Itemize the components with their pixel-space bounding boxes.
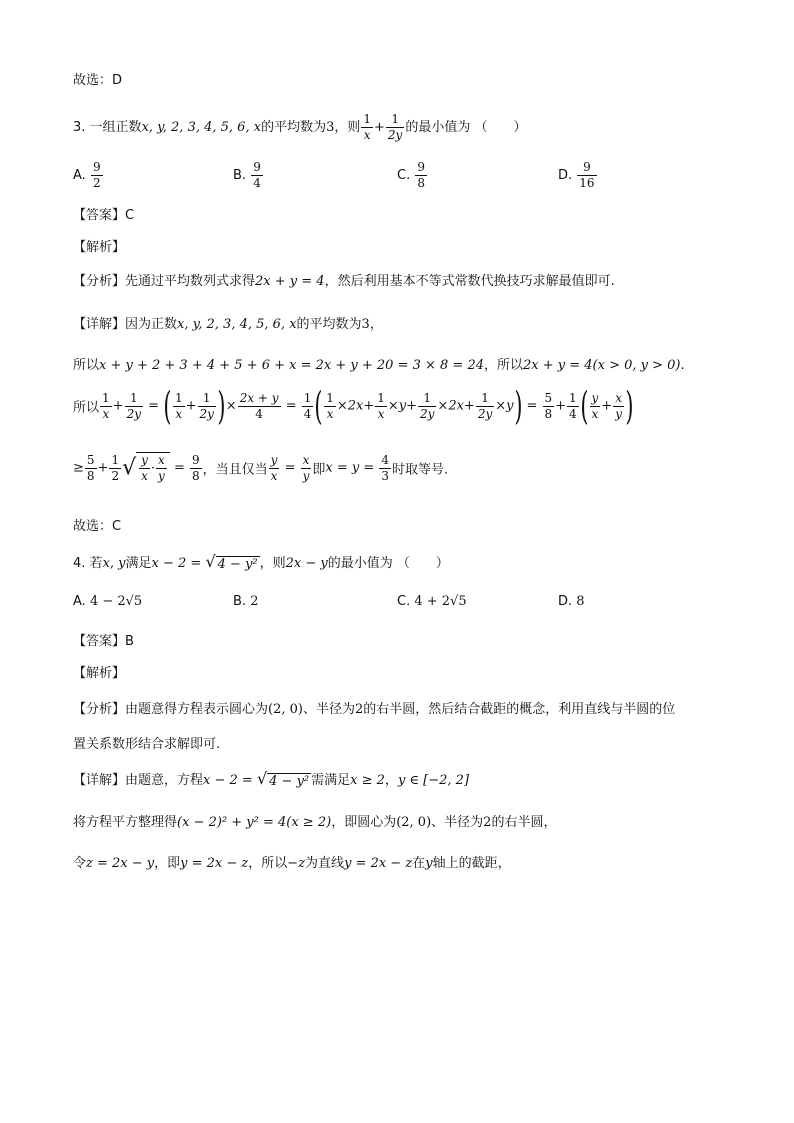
option-label: C. — [397, 168, 411, 183]
q3-xiangjie-line-3: 所以 $\frac{1}{x}$ + $\frac{1}{2y}$ = ( $\frac{1}{x}$ + $\frac{1}{2y}$ )× $\frac{2x + y}{4}$ = $\frac{1}{4}$ ( $\frac{1}{x}$ ×2x+ $\frac{1}{x}$ ×y+ $\frac{1}{2y}$ ×2x+ $\frac{1}{2y}$ ×y) = $\frac{5}{8}$ + $\frac{1}{4}$ ( $\frac{y}{x}$ + $\frac{x}{y}$ ) — [73, 384, 634, 428]
text: 由题意，方程 — [125, 773, 204, 788]
option-label: C. — [397, 594, 411, 609]
option-fraction: $\frac{9}{16}$ — [579, 160, 595, 190]
text: 若 — [89, 556, 103, 571]
text: 令 — [73, 856, 87, 871]
q4-option-d — [558, 594, 585, 609]
previous-answer: 故选：D — [73, 73, 123, 88]
q4-option-c — [397, 594, 467, 609]
math: y ∈ [−2, 2] — [397, 773, 470, 788]
q4-xiangjie-line-3 — [73, 852, 511, 871]
text: . — [680, 358, 685, 373]
math: 3 — [361, 317, 370, 332]
text: 的右半圆， — [491, 815, 557, 830]
text: 为直线 — [305, 856, 345, 871]
math: (2, 0) — [396, 815, 432, 830]
xiangjie-tag: 【详解】 — [73, 317, 126, 332]
math-list: x, y, 2, 3, 4, 5, 6, x — [177, 317, 297, 332]
answer-tag: 【答案】 — [73, 634, 126, 649]
text: ， — [369, 317, 383, 332]
answer-tag: 【答案】 — [73, 208, 126, 223]
text: ，则 — [259, 556, 286, 571]
q4-fenxi-line-1 — [73, 698, 675, 717]
q4-xiangjie-line-2 — [73, 811, 556, 830]
q3-final-answer: 故选：C — [73, 519, 122, 534]
q3-option-d — [558, 160, 598, 191]
text: 满足 — [125, 556, 152, 571]
fenxi-tag: 【分析】 — [73, 274, 126, 289]
circle-equation: (x − 2)² + y² = 4(x ≥ 2) — [177, 815, 332, 830]
q3-stem-a: 一组正数 — [89, 120, 142, 135]
q3-xiangjie-line-4: ≥ $\frac{5}{8}$ + $\frac{1}{2}$ √ $\frac{y}{x}$ · $\frac{x}{y}$ = $\frac{9}{8}$ ，当且仅当 $\frac{y}{x}$ = $\frac{x}{y}$ 即x = y = $\frac{4}{3}$ 时取等号. — [73, 452, 449, 483]
q3-stem-d: 的最小值为 （ ） — [405, 120, 527, 135]
text: 的最小值为 （ ） — [327, 556, 449, 571]
q3-average: 3 — [326, 120, 335, 135]
math: −z — [287, 856, 306, 871]
sqrt-expression: √ $\frac{y}{x}$ · $\frac{x}{y}$ — [122, 452, 170, 484]
q3-option-a — [73, 160, 104, 191]
text: 轴上的截距， — [432, 856, 511, 871]
q4-option-b — [233, 594, 258, 609]
q4-number: 4. — [73, 556, 86, 571]
math: y = 2x − z — [344, 856, 413, 871]
q4-option-a — [73, 594, 142, 609]
answer-value: C — [125, 208, 135, 223]
q4-xiangjie-line-1: 【详解】由题意，方程x − 2 = √ 4 − y² 需满足x ≥ 2，y ∈ [−2, 2] — [73, 769, 470, 789]
q3-number: 3. — [73, 120, 86, 135]
text: ，所以 — [248, 856, 288, 871]
option-fraction: $\frac{9}{8}$ — [417, 160, 425, 190]
math: 2 — [355, 702, 364, 717]
fenxi-text: 先通过平均数列式求得 — [125, 274, 256, 289]
constraint-equation: 2x + y = 4(x > 0, y > 0) — [523, 358, 681, 373]
text: ，即圆心为 — [331, 815, 397, 830]
text: ，所以 — [484, 358, 524, 373]
text: 将方程平方整理得 — [73, 815, 178, 830]
q3-xiangjie-line-2 — [73, 354, 685, 373]
math: 2 — [483, 815, 492, 830]
q3-stem-c: ，则 — [334, 120, 361, 135]
q3-answer — [73, 204, 134, 223]
q3-xiangjie-line-1 — [73, 313, 383, 332]
math: (2, 0) — [268, 702, 303, 717]
text: 即 — [312, 462, 326, 478]
text: ， — [384, 773, 398, 788]
fenxi-tag: 【分析】 — [73, 702, 126, 717]
text: 所以 — [73, 358, 100, 373]
fenxi-text: ，然后利用基本不等式常数代换技巧求解最值即可. — [324, 274, 615, 289]
q4-fenxi-line-2: 置关系数形结合求解即可. — [73, 737, 221, 752]
q3-option-c — [397, 160, 428, 191]
option-label: A. — [73, 594, 86, 609]
text: 、半径为 — [431, 815, 484, 830]
text: 、半径为 — [302, 702, 355, 717]
option-text: 2 — [250, 594, 259, 609]
question-4-stem: 4. 若x, y满足x − 2 = √ 4 − y² ，则2x − y的最小值为 （ ） — [73, 552, 449, 572]
option-text: 8 — [576, 594, 585, 609]
text: ，当且仅当 — [202, 462, 268, 478]
math: y — [425, 856, 433, 871]
text: 在 — [412, 856, 426, 871]
text: 的右半圆，然后结合截距的概念，利用直线与半圆的位 — [363, 702, 676, 717]
question-3-stem: 3. 一组正数x, y, 2, 3, 4, 5, 6, x的平均数为3，则 $\frac{1}{x}$ + $\frac{1}{2y}$ 的最小值为 （ ） — [73, 112, 527, 142]
option-fraction: $\frac{9}{4}$ — [253, 160, 261, 190]
q3-fraction-1-over-2y: $\frac{1}{2y}$ — [387, 112, 403, 142]
q3-analysis-tag: 【解析】 — [73, 240, 126, 255]
q3-option-b — [233, 160, 264, 191]
math: z = 2x − y — [86, 856, 155, 871]
q4-analysis-tag: 【解析】 — [73, 666, 126, 681]
option-label: A. — [73, 168, 86, 183]
option-label: B. — [233, 168, 247, 183]
text: 时取等号. — [392, 462, 449, 478]
q3-fenxi — [73, 270, 615, 289]
option-label: B. — [233, 594, 247, 609]
option-fraction: $\frac{9}{2}$ — [92, 160, 101, 190]
text: 所以 — [73, 400, 100, 416]
option-text: 4 − 2√5 — [89, 594, 143, 609]
option-label: D. — [558, 594, 573, 609]
text: 需满足 — [311, 773, 351, 788]
text: 由题意得方程表示圆心为 — [125, 702, 269, 717]
q4-answer — [73, 630, 134, 649]
sum-equation: x + y + 2 + 3 + 4 + 5 + 6 + x = 2x + y + 20 = 3 × 8 = 24 — [99, 358, 484, 373]
math: y = 2x − z — [180, 856, 249, 871]
answer-value: B — [125, 634, 134, 649]
text: ，即 — [154, 856, 181, 871]
q3-number-list: x, y, 2, 3, 4, 5, 6, x — [141, 120, 262, 135]
fenxi-equation: 2x + y = 4 — [255, 274, 325, 289]
option-label: D. — [558, 168, 573, 183]
option-text: 4 + 2√5 — [414, 594, 467, 609]
xiangjie-tag: 【详解】 — [73, 773, 126, 788]
text: 因为正数 — [125, 317, 178, 332]
q3-stem-b: 的平均数为 — [261, 120, 327, 135]
text: 的平均数为 — [296, 317, 362, 332]
q3-fraction-1-over-x: $\frac{1}{x}$ — [363, 112, 372, 142]
